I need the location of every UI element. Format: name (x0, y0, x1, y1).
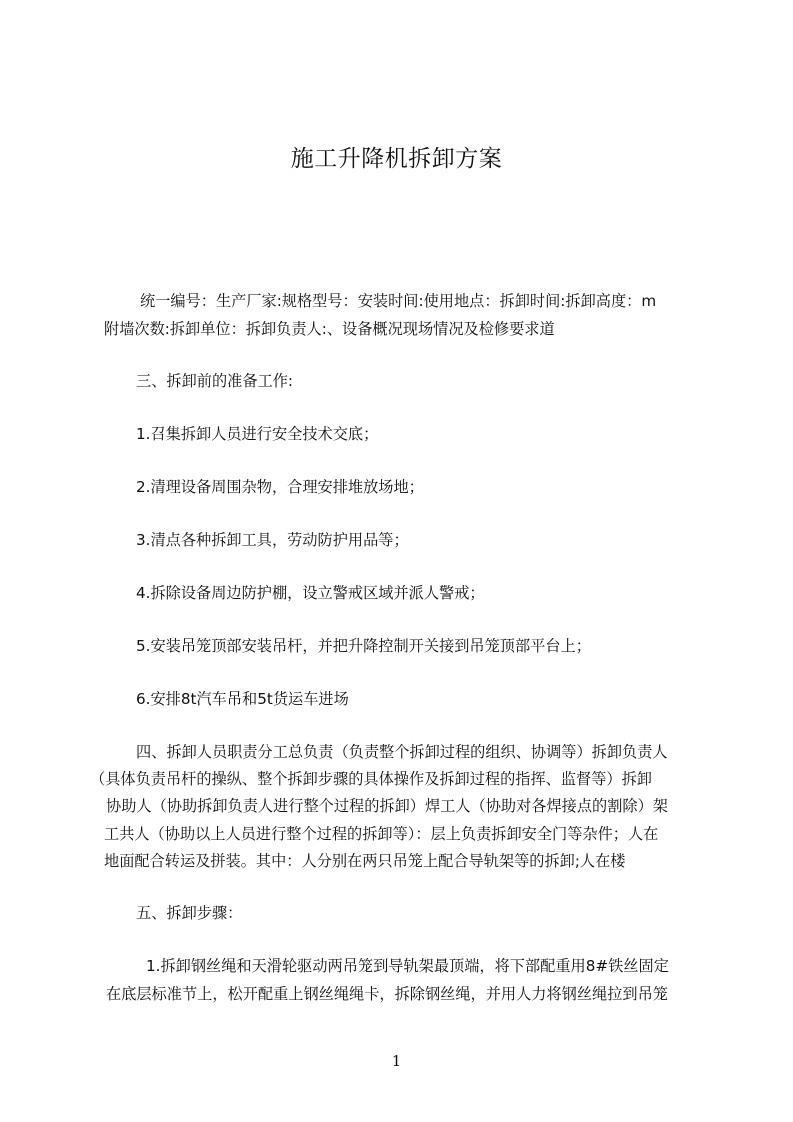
step-1-line-2: 在底层标准节上，松开配重上钢丝绳绳卡，拆除钢丝绳，并用人力将钢丝绳拉到吊笼 (106, 985, 668, 1003)
list-item: 6.安排8t汽车吊和5t货运车进场 (136, 690, 349, 708)
section-4-line-1: 四、拆卸人员职责分工总负责（负责整个拆卸过程的组织、协调等）拆卸负责人 (136, 743, 668, 761)
step-1-line-1: 1.拆卸钢丝绳和天滑轮驱动两吊笼到导轨架最顶端，将下部配重用8#铁丝固定 (146, 957, 669, 975)
list-item: 4.拆除设备周边防护棚，设立警戒区域并派人警戒； (136, 584, 485, 602)
info-line-2: 附墙次数:拆卸单位：拆卸负责人:、设备概况现场情况及检修要求道 (104, 320, 555, 338)
info-line-1: 统一编号：生产厂家:规格型号：安装时间:使用地点：拆卸时间:拆卸高度：m (140, 292, 657, 310)
list-item: 3.清点各种拆卸工具，劳动防护用品等； (136, 531, 409, 549)
section-4-line-3: 协助人（协助拆卸负责人进行整个过程的拆卸）焊工人（协助对各焊接点的割除）架 (106, 797, 668, 815)
list-item: 2.清理设备周围杂物，合理安排堆放场地； (136, 478, 424, 496)
section-heading-3: 三、拆卸前的准备工作: (136, 372, 293, 390)
page-number: 1 (391, 1052, 402, 1070)
list-item: 1.召集拆卸人员进行安全技术交底； (136, 425, 379, 443)
list-item: 5.安装吊笼顶部安装吊杆，并把升降控制开关接到吊笼顶部平台上； (136, 637, 591, 655)
section-heading-5: 五、拆卸步骤： (136, 904, 243, 922)
section-4-line-2: （具体负责吊杆的操纵、整个拆卸步骤的具体操作及拆卸过程的指挥、监督等）拆卸 (90, 770, 652, 788)
document-title: 施工升降机拆卸方案 (290, 146, 503, 172)
section-4-line-4: 工共人（协助以上人员进行整个过程的拆卸等）：层上负责拆卸安全门等杂件；人在 (104, 825, 659, 843)
section-4-line-5: 地面配合转运及拼装。其中：人分别在两只吊笼上配合导轨架等的拆卸;人在楼 (104, 852, 626, 870)
